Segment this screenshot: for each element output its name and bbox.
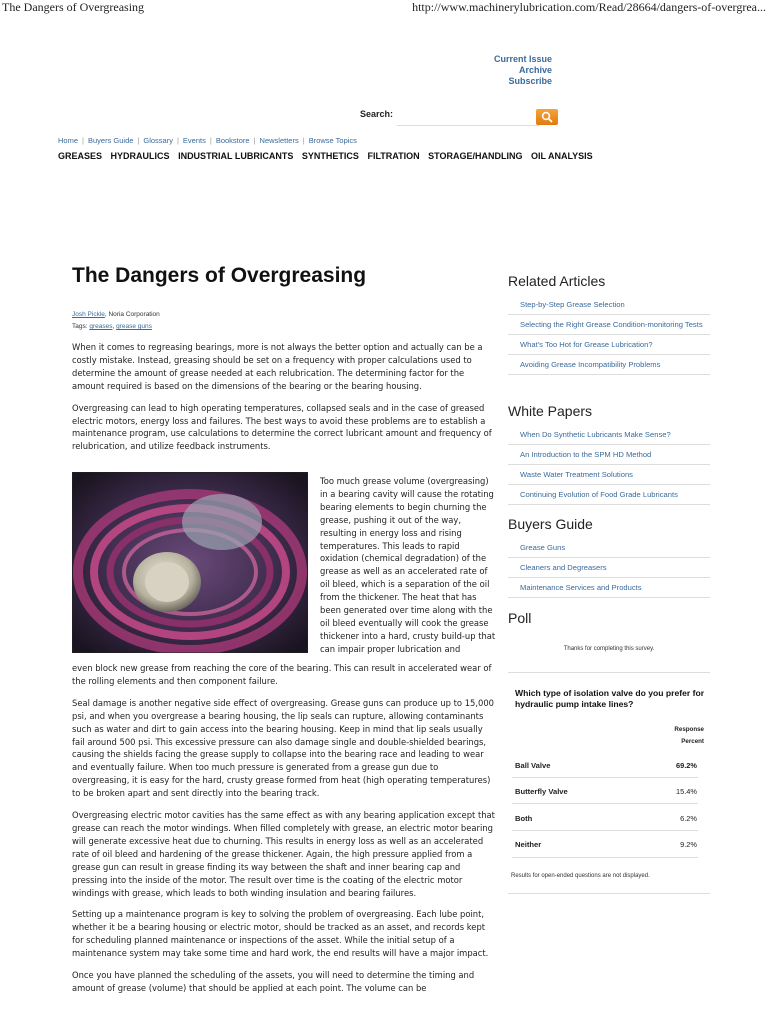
related-articles-section [508,273,710,375]
category-nav [58,151,599,161]
buyers-guide-link[interactable]: Grease Guns [508,538,710,558]
nav-separator: | [209,136,212,145]
article-title: The Dangers of Overgreasing [72,264,367,287]
poll-question: Which type of isolation valve do you prefer for hydraulic pump intake lines? [515,688,705,709]
poll-option-percent: 9.2% [680,840,697,849]
divider [508,672,710,673]
subscribe-link[interactable]: Subscribe [508,76,552,86]
article-paragraph: When it comes to regreasing bearings, more is not always the better option and actually can be a costly mistake. Instead, greasing should be set on a frequency with proper calculations used to determine the amount of grease needed at each relubrication. The determining factor for the amount required is based on the dimensions of the bearing or the bearing housing. [72,342,483,391]
search-button[interactable] [536,109,558,125]
white-papers-heading: White Papers [508,403,593,419]
poll-column-header [640,724,704,748]
article-paragraph-wrap: Too much grease volume (overgreasing) in a bearing cavity will cause the rotating bearing elements to begin churning the grease, pushing it out of the way, resulting in energy loss and rising temperatures. This leads to rapid oxidation (chemical degradation) of the grease as well as an accelerated rate of oil bleed, which is a separation of the oil from the thickener. The heat that has been generated over time along with the oil bleed eventually will cook the grease thickener into a hard, crusty build-up that can impair proper lubrication and [320,476,496,654]
article-paragraph: Seal damage is another negative side effect of overgreasing. Grease guns can produce up to 15,000 psi, and when you overgrease a bearing housing, the lip seals can rupture, allowing contaminants such as water and dirt to gain access into the bearing housing. Keep in mind that lip seals usually fail around 500 psi. This excessive pressure can also damage single and double-shielded bearings, causing the shields facing the grease supply to collapse into the bearing race and leading to wear and eventually failure. When too much pressure is generated from a grease gun due to overgreasing, it is easy for the hard, crusty grease formed from heat (high operating temperatures) to be broken apart and sent directly into the bearing track. [72,697,495,799]
poll-header-percent: Percent [681,738,704,745]
primary-nav [58,136,357,145]
search-label: Search: [360,109,394,119]
nav-separator: | [82,136,84,145]
nav-browse-topics[interactable]: Browse Topics [308,136,357,145]
article-paragraph: Overgreasing electric motor cavities has the same effect as with any bearing application except that grease can reach the motor windings. When filled completely with grease, an electric motor bearing will generate excessive heat due to churning. This results in energy loss as well as an accelerated rate of oil bleed and hardening of the grease thickener. Again, the high pressure applied from a grease gun can result in grease finding its way between the shaft and inner bearing cap and pressing into the inside of the motor. The result over time is the coating of the electric motor windings with grease, which leads to both winding insulation and bearing failures. [72,810,495,898]
poll-thanks-note: Thanks for completing this survey. [563,646,655,652]
related-article-link[interactable]: Avoiding Grease Incompatibility Problems [508,355,710,375]
divider [508,893,710,894]
tag-separator: , [112,323,117,330]
tag-link-grease-guns[interactable]: grease guns [116,323,152,330]
nav-bookstore[interactable]: Bookstore [215,136,250,145]
divider [512,830,698,831]
white-paper-link[interactable]: Continuing Evolution of Food Grade Lubricants [508,485,710,505]
article-byline [72,309,160,333]
current-issue-link[interactable]: Current Issue [493,54,552,64]
category-storage-handling[interactable]: STORAGE/HANDLING [428,151,523,161]
white-papers-section [508,403,710,505]
related-article-link[interactable]: What's Too Hot for Grease Lubrication? [508,335,710,355]
category-greases[interactable]: GREASES [58,151,103,161]
archive-link[interactable]: Archive [518,65,552,75]
nav-separator: | [302,136,305,145]
poll-section [508,610,710,632]
browser-title-bar [0,0,768,16]
page-title-text: The Dangers of Overgreasing [2,0,145,14]
poll-footer-note: Results for open-ended questions are not displayed. [511,873,650,879]
related-articles-heading: Related Articles [508,273,606,289]
search-icon [541,111,553,123]
nav-buyers-guide[interactable]: Buyers Guide [87,136,134,145]
poll-heading: Poll [508,610,532,626]
poll-header-response: Response [674,726,704,733]
nav-newsletters[interactable]: Newsletters [259,136,299,145]
poll-option-name: Both [515,814,533,823]
bearing-photo [72,472,308,653]
nav-separator: | [176,136,179,145]
buyers-guide-heading: Buyers Guide [508,516,593,532]
category-filtration[interactable]: FILTRATION [367,151,420,161]
poll-option-percent: 6.2% [680,814,697,823]
poll-option-name: Butterfly Valve [515,787,568,796]
nav-events[interactable]: Events [182,136,206,145]
category-hydraulics[interactable]: HYDRAULICS [110,151,170,161]
poll-option-name: Ball Valve [515,761,551,770]
white-paper-link[interactable]: Waste Water Treatment Solutions [508,465,710,485]
article-paragraph: Setting up a maintenance program is key to solving the problem of overgreasing. Each lube point, whether it be a bearing housing or electric motor, should be tracked as an asset, and records kept for scheduling planned maintenance or inspections of the asset. While the initial setup of a maintenance system may take some time and hard work, the end results will have a major impact. [72,909,489,959]
divider [512,803,698,804]
buyers-guide-link[interactable]: Maintenance Services and Products [508,578,710,598]
category-oil-analysis[interactable]: OIL ANALYSIS [530,151,593,161]
page-url-text: http://www.machinerylubrication.com/Read/28664/dangers-of-overgrea... [412,0,766,14]
related-article-link[interactable]: Step-by-Step Grease Selection [508,295,710,315]
tag-link-greases[interactable]: greases [89,323,113,330]
poll-option-percent: 69.2% [676,761,697,770]
nav-home[interactable]: Home [58,136,79,145]
related-article-link[interactable]: Selecting the Right Grease Condition-monitoring Tests [508,315,710,335]
poll-option-name: Neither [515,840,542,849]
white-paper-link[interactable]: An Introduction to the SPM HD Method [508,445,710,465]
header-links [480,54,552,87]
author-link[interactable]: Josh Pickle [72,311,105,318]
divider [512,857,698,858]
article-paragraph: even block new grease from reaching the core of the bearing. This can result in accelerated wear of the rolling elements and then component failure. [72,663,492,686]
article-intro [72,341,495,462]
category-synthetics[interactable]: SYNTHETICS [301,151,359,161]
article-paragraph: Once you have planned the scheduling of the assets, you will need to determine the timing and amount of grease (volume) that should be applied at each point. The volume can be [72,970,475,993]
nav-separator: | [137,136,140,145]
divider [512,777,698,778]
buyers-guide-link[interactable]: Cleaners and Degreasers [508,558,710,578]
category-industrial-lubricants[interactable]: INDUSTRIAL LUBRICANTS [178,151,294,161]
poll-result-row [515,840,697,858]
buyers-guide-section [508,516,710,598]
nav-separator: | [253,136,256,145]
article-body [72,662,495,1004]
search-input[interactable] [397,109,539,126]
article-tags [72,321,160,333]
author-org: , Noria Corporation [104,311,160,318]
nav-glossary[interactable]: Glossary [143,136,173,145]
poll-option-percent: 15.4% [676,787,697,796]
tags-label: Tags: [72,323,90,330]
article-paragraph: Overgreasing can lead to high operating temperatures, collapsed seals and in the case of greased electric motors, energy loss and failures. The best ways to avoid these problems are to establish a maintenance program, use calculations to determine the correct lubricant amount and frequency of relubrication, and utilize feedback instruments. [72,402,492,452]
white-paper-link[interactable]: When Do Synthetic Lubricants Make Sense? [508,425,710,445]
